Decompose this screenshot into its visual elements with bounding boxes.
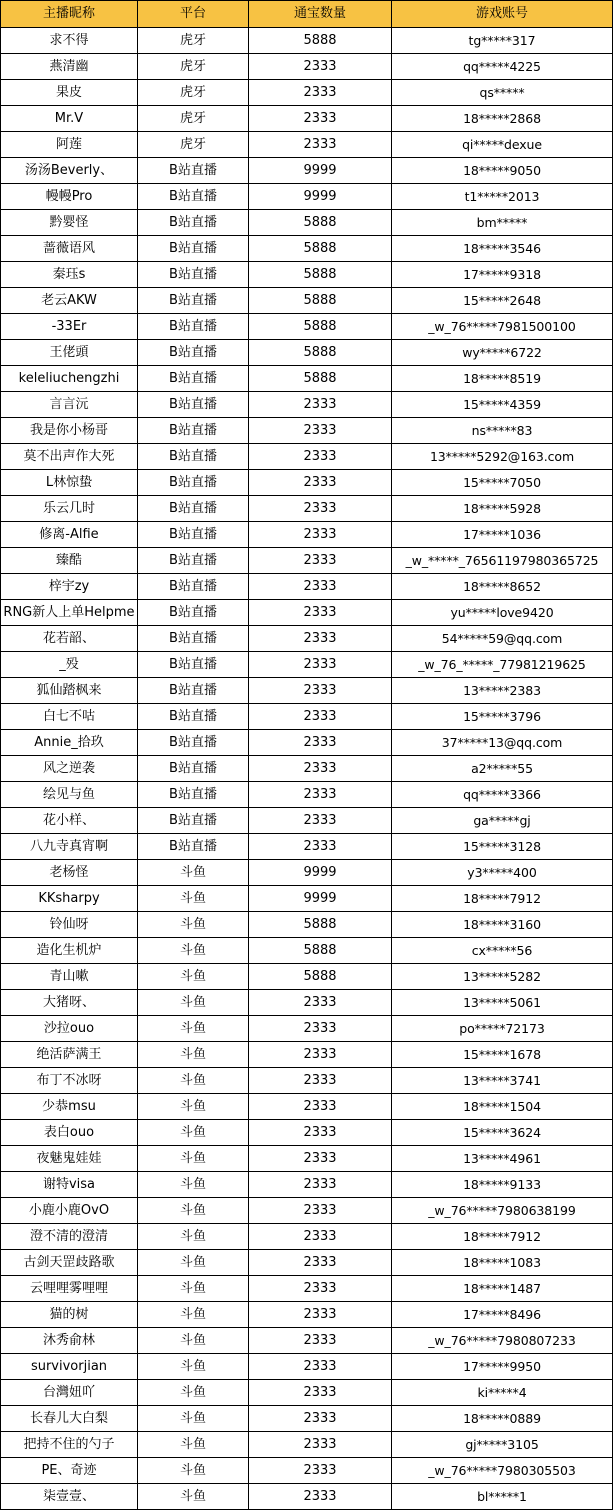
cell-tongbao-amount: 2333 [249, 574, 392, 600]
cell-game-account: 15*****3128 [392, 834, 613, 860]
cell-streamer-nickname: 黔婴怪 [1, 210, 138, 236]
table-row [1, 288, 613, 314]
cell-tongbao-amount: 2333 [249, 600, 392, 626]
cell-tongbao-amount: 2333 [249, 1328, 392, 1354]
cell-tongbao-amount: 2333 [249, 730, 392, 756]
cell-tongbao-amount: 2333 [249, 1094, 392, 1120]
cell-platform: 斗鱼 [138, 1380, 249, 1406]
cell-game-account: wy*****6722 [392, 340, 613, 366]
cell-game-account: 18*****1487 [392, 1276, 613, 1302]
cell-tongbao-amount: 2333 [249, 1406, 392, 1432]
table-row [1, 990, 613, 1016]
cell-game-account: yu*****love9420 [392, 600, 613, 626]
cell-platform: B站直播 [138, 340, 249, 366]
cell-platform: B站直播 [138, 626, 249, 652]
table-row [1, 522, 613, 548]
cell-streamer-nickname: 大猪呀、 [1, 990, 138, 1016]
cell-streamer-nickname: 狐仙踏枫来 [1, 678, 138, 704]
table-row [1, 236, 613, 262]
cell-platform: 斗鱼 [138, 990, 249, 1016]
cell-game-account: qs***** [392, 80, 613, 106]
table-row [1, 392, 613, 418]
table-row [1, 184, 613, 210]
table-row [1, 1172, 613, 1198]
cell-platform: 虎牙 [138, 28, 249, 54]
table-row [1, 366, 613, 392]
cell-platform: 斗鱼 [138, 912, 249, 938]
cell-platform: 斗鱼 [138, 1458, 249, 1484]
cell-platform: B站直播 [138, 366, 249, 392]
cell-game-account: 37*****13@qq.com [392, 730, 613, 756]
cell-streamer-nickname: 风之逆袭 [1, 756, 138, 782]
cell-streamer-nickname: 乐云几时 [1, 496, 138, 522]
cell-streamer-nickname: 幔幔Pro [1, 184, 138, 210]
table-row [1, 80, 613, 106]
cell-streamer-nickname: 阿莲 [1, 132, 138, 158]
cell-platform: B站直播 [138, 496, 249, 522]
cell-streamer-nickname: keleliuchengzhi [1, 366, 138, 392]
table-row [1, 1380, 613, 1406]
cell-tongbao-amount: 2333 [249, 1224, 392, 1250]
table-body [1, 28, 613, 1510]
cell-game-account: 17*****9318 [392, 262, 613, 288]
cell-game-account: _w_76*****7980305503 [392, 1458, 613, 1484]
table-row [1, 1406, 613, 1432]
cell-platform: 虎牙 [138, 80, 249, 106]
cell-platform: B站直播 [138, 600, 249, 626]
cell-streamer-nickname: 莫不出声作大死 [1, 444, 138, 470]
cell-game-account: 18*****2868 [392, 106, 613, 132]
cell-streamer-nickname: survivorjian [1, 1354, 138, 1380]
table-row [1, 1016, 613, 1042]
cell-tongbao-amount: 5888 [249, 340, 392, 366]
cell-game-account: 15*****1678 [392, 1042, 613, 1068]
cell-streamer-nickname: 绝活萨满王 [1, 1042, 138, 1068]
cell-platform: 斗鱼 [138, 1484, 249, 1510]
cell-platform: B站直播 [138, 574, 249, 600]
cell-tongbao-amount: 2333 [249, 678, 392, 704]
cell-game-account: y3*****400 [392, 860, 613, 886]
cell-platform: B站直播 [138, 808, 249, 834]
cell-tongbao-amount: 2333 [249, 1484, 392, 1510]
table-row [1, 262, 613, 288]
cell-platform: B站直播 [138, 756, 249, 782]
cell-streamer-nickname: 老杨怪 [1, 860, 138, 886]
cell-platform: 斗鱼 [138, 1172, 249, 1198]
cell-game-account: 13*****5292@163.com [392, 444, 613, 470]
cell-tongbao-amount: 5888 [249, 964, 392, 990]
cell-streamer-nickname: 花若韶、 [1, 626, 138, 652]
cell-streamer-nickname: 绘见与鱼 [1, 782, 138, 808]
cell-platform: 斗鱼 [138, 1042, 249, 1068]
cell-platform: 斗鱼 [138, 1406, 249, 1432]
cell-platform: B站直播 [138, 704, 249, 730]
cell-streamer-nickname: 谢特visa [1, 1172, 138, 1198]
cell-tongbao-amount: 2333 [249, 80, 392, 106]
table-row [1, 834, 613, 860]
cell-streamer-nickname: 老云AKW [1, 288, 138, 314]
table-row [1, 1354, 613, 1380]
cell-tongbao-amount: 2333 [249, 1172, 392, 1198]
cell-game-account: 18*****8652 [392, 574, 613, 600]
cell-game-account: 18*****7912 [392, 1224, 613, 1250]
cell-platform: B站直播 [138, 444, 249, 470]
cell-tongbao-amount: 9999 [249, 158, 392, 184]
table-row [1, 1302, 613, 1328]
header-row [1, 1, 613, 28]
cell-tongbao-amount: 5888 [249, 912, 392, 938]
table-row [1, 1224, 613, 1250]
cell-tongbao-amount: 2333 [249, 652, 392, 678]
cell-tongbao-amount: 5888 [249, 366, 392, 392]
cell-streamer-nickname: 王佬頭 [1, 340, 138, 366]
cell-platform: B站直播 [138, 782, 249, 808]
cell-game-account: 17*****9950 [392, 1354, 613, 1380]
table-row [1, 756, 613, 782]
cell-tongbao-amount: 2333 [249, 54, 392, 80]
cell-platform: 斗鱼 [138, 1328, 249, 1354]
cell-platform: B站直播 [138, 184, 249, 210]
cell-streamer-nickname: 夜魅鬼娃娃 [1, 1146, 138, 1172]
cell-streamer-nickname: 表白ouo [1, 1120, 138, 1146]
cell-platform: 斗鱼 [138, 860, 249, 886]
cell-game-account: 13*****3741 [392, 1068, 613, 1094]
table-row [1, 704, 613, 730]
table-row [1, 210, 613, 236]
cell-game-account: ki*****4 [392, 1380, 613, 1406]
cell-streamer-nickname: 长春儿大白梨 [1, 1406, 138, 1432]
cell-platform: B站直播 [138, 236, 249, 262]
cell-game-account: _w_76*****7980807233 [392, 1328, 613, 1354]
cell-streamer-nickname: L林惊蛰 [1, 470, 138, 496]
cell-platform: B站直播 [138, 418, 249, 444]
cell-platform: 斗鱼 [138, 1354, 249, 1380]
cell-tongbao-amount: 2333 [249, 834, 392, 860]
cell-streamer-nickname: 铃仙呀 [1, 912, 138, 938]
cell-game-account: tg*****317 [392, 28, 613, 54]
header-tongbao-amount: 通宝数量 [249, 1, 392, 28]
cell-game-account: 17*****1036 [392, 522, 613, 548]
cell-platform: 斗鱼 [138, 886, 249, 912]
cell-tongbao-amount: 5888 [249, 236, 392, 262]
cell-game-account: 18*****9050 [392, 158, 613, 184]
table-row [1, 782, 613, 808]
cell-tongbao-amount: 2333 [249, 1432, 392, 1458]
cell-streamer-nickname: RNG新人上单Helpme [1, 600, 138, 626]
cell-tongbao-amount: 5888 [249, 314, 392, 340]
table-row [1, 938, 613, 964]
cell-streamer-nickname: 秦珏s [1, 262, 138, 288]
cell-streamer-nickname: 汤汤Beverly、 [1, 158, 138, 184]
cell-game-account: cx*****56 [392, 938, 613, 964]
cell-tongbao-amount: 5888 [249, 210, 392, 236]
cell-tongbao-amount: 2333 [249, 1146, 392, 1172]
cell-tongbao-amount: 2333 [249, 1016, 392, 1042]
cell-tongbao-amount: 2333 [249, 756, 392, 782]
cell-tongbao-amount: 2333 [249, 132, 392, 158]
cell-tongbao-amount: 2333 [249, 1250, 392, 1276]
cell-platform: B站直播 [138, 678, 249, 704]
cell-game-account: 18*****1083 [392, 1250, 613, 1276]
cell-tongbao-amount: 5888 [249, 938, 392, 964]
cell-platform: 斗鱼 [138, 964, 249, 990]
cell-game-account: 18*****3160 [392, 912, 613, 938]
cell-platform: 虎牙 [138, 132, 249, 158]
cell-streamer-nickname: 求不得 [1, 28, 138, 54]
cell-game-account: 15*****3624 [392, 1120, 613, 1146]
cell-platform: B站直播 [138, 652, 249, 678]
table-row [1, 1276, 613, 1302]
cell-game-account: qq*****4225 [392, 54, 613, 80]
table-row [1, 418, 613, 444]
cell-streamer-nickname: 燕清幽 [1, 54, 138, 80]
cell-streamer-nickname: 台灣妞吖 [1, 1380, 138, 1406]
cell-tongbao-amount: 2333 [249, 990, 392, 1016]
cell-tongbao-amount: 5888 [249, 28, 392, 54]
cell-tongbao-amount: 2333 [249, 1458, 392, 1484]
cell-streamer-nickname: 青山嗽 [1, 964, 138, 990]
table-row [1, 54, 613, 80]
cell-tongbao-amount: 2333 [249, 1380, 392, 1406]
cell-tongbao-amount: 2333 [249, 808, 392, 834]
cell-platform: 斗鱼 [138, 1016, 249, 1042]
cell-tongbao-amount: 5888 [249, 288, 392, 314]
cell-game-account: t1*****2013 [392, 184, 613, 210]
cell-tongbao-amount: 2333 [249, 418, 392, 444]
cell-streamer-nickname: PE、奇迹 [1, 1458, 138, 1484]
cell-platform: B站直播 [138, 314, 249, 340]
cell-streamer-nickname: 蔷薇语风 [1, 236, 138, 262]
table-row [1, 912, 613, 938]
cell-game-account: 17*****8496 [392, 1302, 613, 1328]
table-row [1, 1120, 613, 1146]
cell-game-account: 15*****3796 [392, 704, 613, 730]
cell-platform: 斗鱼 [138, 1250, 249, 1276]
cell-game-account: 18*****1504 [392, 1094, 613, 1120]
cell-tongbao-amount: 9999 [249, 860, 392, 886]
table-row [1, 158, 613, 184]
cell-game-account: 18*****8519 [392, 366, 613, 392]
table-row [1, 1094, 613, 1120]
cell-streamer-nickname: 布丁不冰呀 [1, 1068, 138, 1094]
cell-streamer-nickname: 梓宇zy [1, 574, 138, 600]
cell-platform: B站直播 [138, 522, 249, 548]
cell-tongbao-amount: 2333 [249, 548, 392, 574]
cell-platform: B站直播 [138, 392, 249, 418]
table-row [1, 444, 613, 470]
cell-platform: B站直播 [138, 834, 249, 860]
cell-tongbao-amount: 2333 [249, 106, 392, 132]
table-row [1, 886, 613, 912]
cell-game-account: 15*****4359 [392, 392, 613, 418]
cell-platform: B站直播 [138, 288, 249, 314]
cell-game-account: 13*****4961 [392, 1146, 613, 1172]
cell-tongbao-amount: 2333 [249, 522, 392, 548]
cell-streamer-nickname: 猫的树 [1, 1302, 138, 1328]
cell-platform: B站直播 [138, 262, 249, 288]
cell-platform: 斗鱼 [138, 1302, 249, 1328]
cell-streamer-nickname: 沙拉ouo [1, 1016, 138, 1042]
cell-game-account: bl*****1 [392, 1484, 613, 1510]
cell-tongbao-amount: 2333 [249, 1042, 392, 1068]
cell-streamer-nickname: 古剑天罡歧路歌 [1, 1250, 138, 1276]
cell-game-account: ns*****83 [392, 418, 613, 444]
cell-platform: 斗鱼 [138, 1276, 249, 1302]
table-row [1, 808, 613, 834]
cell-streamer-nickname: Annie_拾玖 [1, 730, 138, 756]
cell-tongbao-amount: 2333 [249, 704, 392, 730]
table-row [1, 1042, 613, 1068]
cell-streamer-nickname: Mr.V [1, 106, 138, 132]
table-row [1, 106, 613, 132]
cell-streamer-nickname: 修离-Alfie [1, 522, 138, 548]
table-row [1, 626, 613, 652]
table-row [1, 964, 613, 990]
cell-streamer-nickname: 把持不住的勺子 [1, 1432, 138, 1458]
cell-game-account: _w_76_*****_77981219625 [392, 652, 613, 678]
cell-tongbao-amount: 2333 [249, 1302, 392, 1328]
cell-game-account: qi*****dexue [392, 132, 613, 158]
cell-game-account: 13*****5282 [392, 964, 613, 990]
cell-tongbao-amount: 2333 [249, 444, 392, 470]
cell-streamer-nickname: _殁 [1, 652, 138, 678]
table-row [1, 1068, 613, 1094]
cell-tongbao-amount: 5888 [249, 262, 392, 288]
cell-platform: 斗鱼 [138, 938, 249, 964]
cell-streamer-nickname: 我是你小杨哥 [1, 418, 138, 444]
table-row [1, 1328, 613, 1354]
cell-game-account: _w_76*****7981500100 [392, 314, 613, 340]
table-row [1, 1250, 613, 1276]
cell-tongbao-amount: 2333 [249, 470, 392, 496]
cell-tongbao-amount: 2333 [249, 392, 392, 418]
cell-streamer-nickname: 云哩哩雾哩哩 [1, 1276, 138, 1302]
table-row [1, 678, 613, 704]
cell-streamer-nickname: 小鹿小鹿OvO [1, 1198, 138, 1224]
cell-tongbao-amount: 2333 [249, 782, 392, 808]
cell-platform: 斗鱼 [138, 1094, 249, 1120]
cell-game-account: a2*****55 [392, 756, 613, 782]
cell-tongbao-amount: 2333 [249, 1198, 392, 1224]
cell-tongbao-amount: 2333 [249, 1120, 392, 1146]
cell-game-account: gj*****3105 [392, 1432, 613, 1458]
cell-platform: 斗鱼 [138, 1224, 249, 1250]
table-row [1, 470, 613, 496]
cell-game-account: ga*****gj [392, 808, 613, 834]
cell-game-account: 15*****2648 [392, 288, 613, 314]
cell-platform: B站直播 [138, 210, 249, 236]
header-game-account: 游戏账号 [392, 1, 613, 28]
cell-game-account: 18*****5928 [392, 496, 613, 522]
cell-streamer-nickname: 臻酷 [1, 548, 138, 574]
table-row [1, 314, 613, 340]
cell-streamer-nickname: 少恭msu [1, 1094, 138, 1120]
cell-game-account: 18*****9133 [392, 1172, 613, 1198]
cell-platform: 斗鱼 [138, 1198, 249, 1224]
cell-game-account: 13*****5061 [392, 990, 613, 1016]
cell-streamer-nickname: 花小样、 [1, 808, 138, 834]
cell-game-account: 13*****2383 [392, 678, 613, 704]
cell-tongbao-amount: 9999 [249, 184, 392, 210]
cell-game-account: 15*****7050 [392, 470, 613, 496]
cell-tongbao-amount: 2333 [249, 1068, 392, 1094]
cell-streamer-nickname: 柒壹壹、 [1, 1484, 138, 1510]
cell-streamer-nickname: 造化生机炉 [1, 938, 138, 964]
cell-platform: 斗鱼 [138, 1432, 249, 1458]
cell-game-account: 18*****0889 [392, 1406, 613, 1432]
cell-tongbao-amount: 2333 [249, 1276, 392, 1302]
cell-tongbao-amount: 2333 [249, 496, 392, 522]
cell-tongbao-amount: 2333 [249, 1354, 392, 1380]
cell-game-account: 18*****3546 [392, 236, 613, 262]
table-row [1, 1432, 613, 1458]
cell-game-account: 18*****7912 [392, 886, 613, 912]
header-platform: 平台 [138, 1, 249, 28]
table-row [1, 1146, 613, 1172]
cell-game-account: bm***** [392, 210, 613, 236]
cell-streamer-nickname: 澄不清的澄清 [1, 1224, 138, 1250]
table-row [1, 730, 613, 756]
cell-streamer-nickname: 沐秀俞林 [1, 1328, 138, 1354]
table-row [1, 574, 613, 600]
table-row [1, 600, 613, 626]
cell-game-account: 54*****59@qq.com [392, 626, 613, 652]
cell-streamer-nickname: KKsharpy [1, 886, 138, 912]
cell-streamer-nickname: 果皮 [1, 80, 138, 106]
cell-streamer-nickname: -33Er [1, 314, 138, 340]
table-row [1, 340, 613, 366]
table-row [1, 1198, 613, 1224]
cell-tongbao-amount: 9999 [249, 886, 392, 912]
cell-tongbao-amount: 2333 [249, 626, 392, 652]
cell-streamer-nickname: 言言沅 [1, 392, 138, 418]
cell-game-account: qq*****3366 [392, 782, 613, 808]
header-streamer-nickname: 主播昵称 [1, 1, 138, 28]
cell-platform: 斗鱼 [138, 1146, 249, 1172]
cell-game-account: po*****72173 [392, 1016, 613, 1042]
table-row [1, 652, 613, 678]
cell-platform: B站直播 [138, 158, 249, 184]
table-row [1, 548, 613, 574]
table-row [1, 860, 613, 886]
table-row [1, 1484, 613, 1510]
cell-platform: 虎牙 [138, 106, 249, 132]
cell-game-account: _w_*****_76561197980365725 [392, 548, 613, 574]
cell-platform: B站直播 [138, 548, 249, 574]
cell-platform: 斗鱼 [138, 1068, 249, 1094]
cell-streamer-nickname: 八九寺真宵啊 [1, 834, 138, 860]
cell-platform: 斗鱼 [138, 1120, 249, 1146]
table-row [1, 1458, 613, 1484]
cell-platform: B站直播 [138, 730, 249, 756]
table-row [1, 496, 613, 522]
cell-streamer-nickname: 白七不咕 [1, 704, 138, 730]
table-row [1, 132, 613, 158]
table-row [1, 28, 613, 54]
cell-game-account: _w_76*****7980638199 [392, 1198, 613, 1224]
cell-platform: 虎牙 [138, 54, 249, 80]
cell-platform: B站直播 [138, 470, 249, 496]
